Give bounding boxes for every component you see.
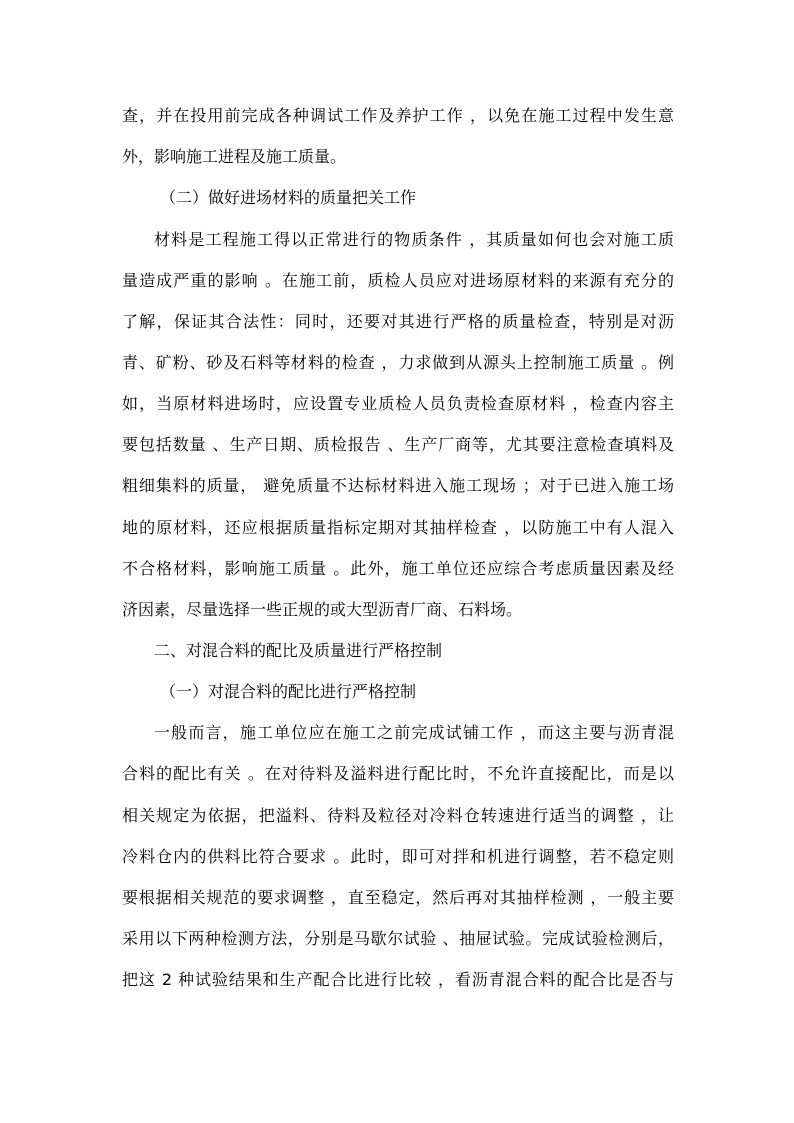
section-subheading: （二）做好进场材料的质量把关工作 [160, 188, 417, 207]
paragraph-line: 地的原材料，还应根据质量指标定期对其抽样检查 ，以防施工中有人混入 [122, 518, 674, 537]
paragraph-line: 外，影响施工进程及施工质量。 [122, 147, 347, 166]
paragraph-line: 把这 2 种试验结果和生产配合比进行比较 ，看沥青混合料的配合比是否与 [122, 970, 674, 989]
paragraph-line: 不合格材料，影响施工质量 。此外，施工单位还应综合考虑质量因素及经 [122, 559, 674, 578]
paragraph-line: 了解，保证其合法性：同时，还要对其进行严格的质量检查，特别是对沥 [122, 312, 674, 331]
paragraph-line: 如，当原材料进场时，应设置专业质检人员负责检查原材料 ，检查内容主 [122, 394, 674, 413]
section-heading: 二、对混合料的配比及质量进行严格控制 [154, 641, 443, 660]
paragraph-line: 量造成严重的影响 。在施工前，质检人员应对进场原材料的来源有充分的 [122, 271, 674, 290]
paragraph-line: 要包括数量 、生产日期、质检报告 、生产厂商等，尤其要注意检查填料及 [122, 435, 674, 454]
paragraph-line: 合料的配比有关 。在对待料及溢料进行配比时，不允许直接配比，而是以 [122, 764, 674, 783]
paragraph-line: 材料是工程施工得以正常进行的物质条件 ，其质量如何也会对施工质 [154, 230, 674, 249]
paragraph-line: 查，并在投用前完成各种调试工作及养护工作 ，以免在施工过程中发生意 [122, 106, 674, 125]
paragraph-line: 冷料仓内的供料比符合要求 。此时，即可对拌和机进行调整，若不稳定则 [122, 847, 674, 866]
paragraph-line: 青、矿粉、砂及石料等材料的检查 ，力求做到从源头上控制施工质量 。例 [122, 353, 674, 372]
paragraph-line: 一般而言，施工单位应在施工之前完成试铺工作 ，而这主要与沥青混 [154, 723, 674, 742]
paragraph-line: 粗细集料的质量， 避免质量不达标材料进入施工现场 ；对于已进入施工场 [122, 476, 674, 495]
paragraph-line: 济因素，尽量选择一些正规的或大型沥青厂商、石料场。 [122, 600, 523, 619]
paragraph-line: 要根据相关规范的要求调整 ，直至稳定，然后再对其抽样检测 ，一般主要 [122, 888, 674, 907]
paragraph-line: 相关规定为依据，把溢料、待料及粒径对冷料仓转速进行适当的调整 ，让 [122, 806, 674, 825]
section-subheading: （一）对混合料的配比进行严格控制 [160, 682, 417, 701]
paragraph-line: 采用以下两种检测方法，分别是马歇尔试验 、抽屉试验。完成试验检测后， [122, 929, 674, 948]
